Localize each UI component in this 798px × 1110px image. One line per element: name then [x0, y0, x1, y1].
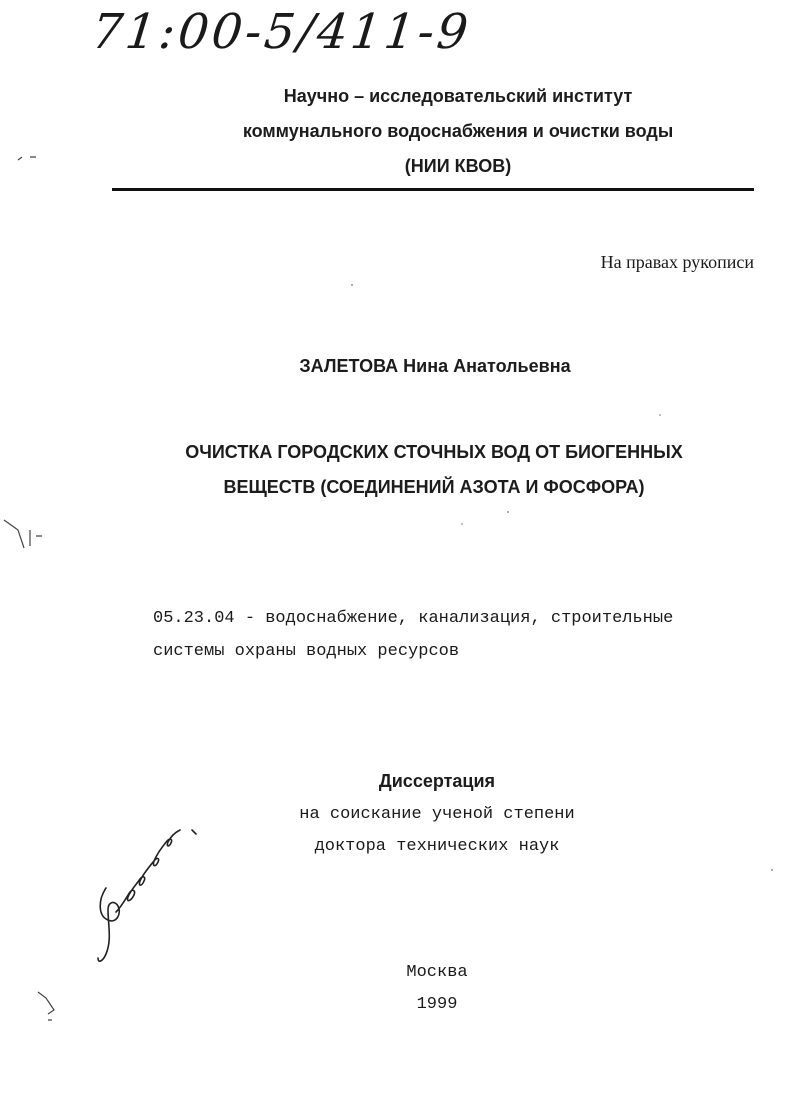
institute-line-1: Научно – исследовательский институт: [283, 86, 633, 106]
institute-abbreviation: (НИИ КВОВ): [404, 156, 512, 176]
specialty-line-2: системы охраны водных ресурсов: [153, 642, 460, 661]
dissertation-title-line-2: ВЕЩЕСТВ (СОЕДИНЕНИЙ АЗОТА И ФОСФОРА): [223, 477, 645, 497]
publication-city: Москва: [406, 963, 468, 982]
institute-line-2: коммунального водоснабжения и очистки воды: [242, 121, 674, 141]
dissertation-title-line-1: ОЧИСТКА ГОРОДСКИХ СТОЧНЫХ ВОД ОТ БИОГЕННЫХ: [185, 442, 683, 462]
handwritten-signature: [92, 828, 212, 978]
header-divider: [112, 188, 754, 191]
publication-year: 1999: [416, 995, 458, 1014]
archive-code: 71:00-5/411-9: [89, 4, 474, 60]
rights-note: На правах рукописи: [600, 252, 754, 272]
degree-line-1: на соискание ученой степени: [299, 805, 575, 824]
author-name: ЗАЛЕТОВА Нина Анатольевна: [299, 356, 571, 376]
specialty-line-1: 05.23.04 - водоснабжение, канализация, строительные: [153, 609, 674, 628]
dissertation-heading: Диссертация: [378, 771, 496, 791]
degree-line-2: доктора технических наук: [314, 837, 560, 856]
